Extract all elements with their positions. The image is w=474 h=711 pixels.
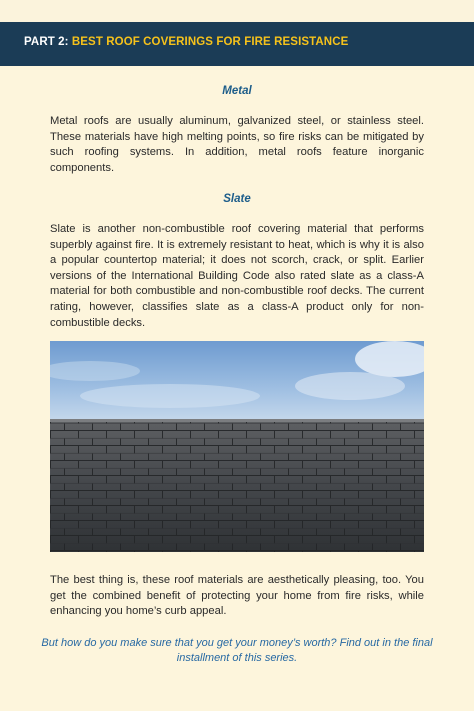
part-label: PART 2:	[24, 36, 69, 48]
top-strip	[0, 0, 474, 22]
metal-heading: Metal	[222, 85, 252, 97]
slate-heading: Slate	[223, 193, 251, 205]
closing-paragraph: The best thing is, these roof materials are aesthetically pleasing, too. You get the combined benefit of protecting your home from fire risks, while enhancing you home’s curb appeal.	[50, 574, 424, 618]
slate-paragraph: Slate is another non-combustible roof covering material that performs superbly against fire. It is extremely resistant to heat, which is why it is also a popular countertop material; it does not scorch, crack, or split. Earlier versions of the International Building Code also rated slate as a class-A material for both combustible and non-combustible roof decks. The current rating, however, classifies slate as a class-A product only for non-combustible decks.	[50, 223, 424, 329]
metal-paragraph: Metal roofs are usually aluminum, galvanized steel, or stainless steel. These materials have high melting points, so fire risks can be mitigated by such roofing systems. In addition, metal roofs feature inorganic components.	[50, 115, 424, 174]
slate-roof-photo	[50, 341, 424, 552]
section-title: BEST ROOF COVERINGS FOR FIRE RESISTANCE	[71, 36, 349, 48]
page-title	[24, 36, 348, 48]
footer-note: But how do you make sure that you get your money’s worth? Find out in the final installment of this series.	[41, 637, 433, 664]
